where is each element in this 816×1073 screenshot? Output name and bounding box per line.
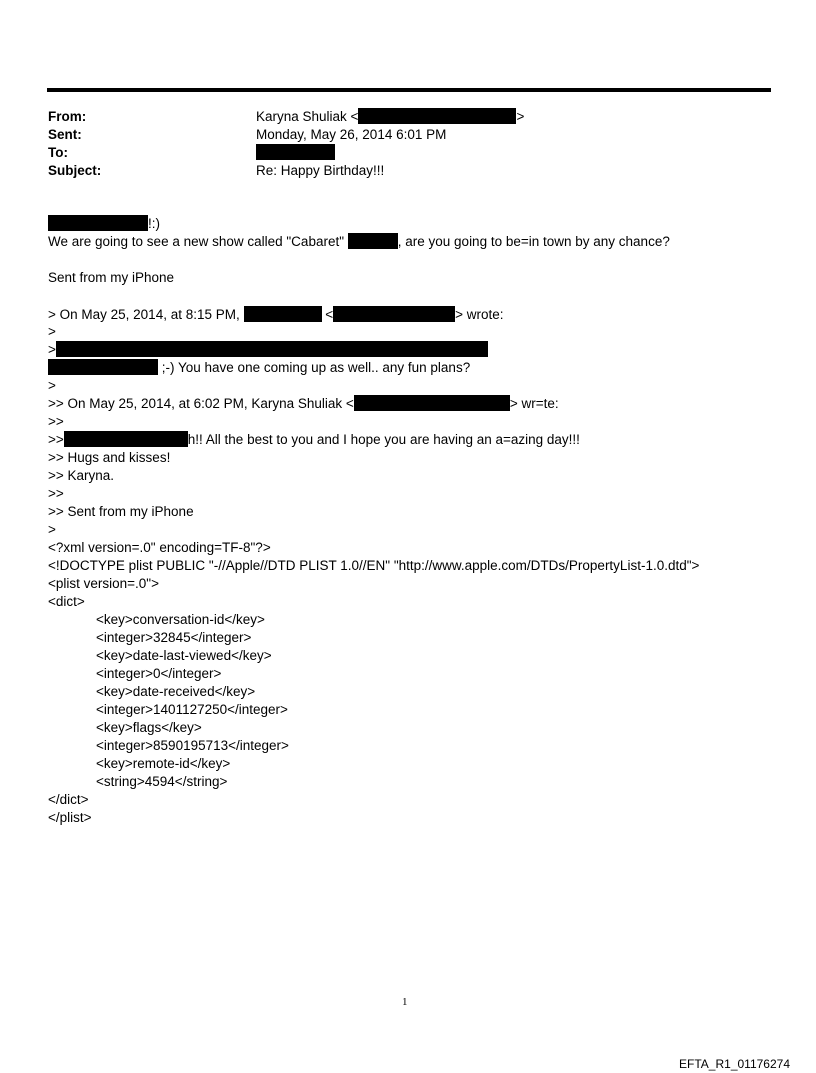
body-line: >> Karyna.: [48, 468, 115, 483]
plist-line: <key>remote-id</key>: [96, 756, 231, 771]
body-line: <!DOCTYPE plist PUBLIC "-//Apple//DTD PLIST 1.0//EN" "http://www.apple.com/DTDs/PropertyList-1.0.dtd">: [48, 558, 700, 573]
redaction-block: [354, 395, 510, 411]
redaction-block: [256, 144, 335, 160]
body-line: <plist version=.0">: [48, 576, 159, 591]
plist-line: <integer>0</integer>: [96, 666, 222, 681]
to-value: [256, 144, 335, 162]
body-line: [48, 359, 470, 377]
body-line: >> Hugs and kisses!: [48, 450, 171, 465]
body-text: ;-) You have one coming up as well.. any fun plans?: [158, 360, 471, 375]
header-rule: [47, 88, 771, 92]
body-line: [48, 341, 488, 359]
from-label: From:: [48, 109, 87, 124]
sent-label: Sent:: [48, 127, 82, 142]
body-text: > wr=te:: [509, 396, 559, 411]
body-line: >: [48, 324, 56, 339]
body-text: > On May 25, 2014, at 8:15 PM,: [48, 307, 244, 322]
body-text: > wrote:: [455, 307, 504, 322]
plist-line: <integer>8590195713</integer>: [96, 738, 289, 753]
body-line: >> Sent from my iPhone: [48, 504, 194, 519]
sent-row: [48, 126, 768, 144]
body-line: Sent from my iPhone: [48, 270, 175, 285]
to-row: [48, 144, 768, 162]
body-text: , are you going to be=in town by any chance?: [397, 234, 670, 249]
body-line: </dict>: [48, 792, 89, 807]
from-email-close: >: [516, 109, 525, 124]
plist-line: <key>date-last-viewed</key>: [96, 648, 272, 663]
plist-line: <integer>32845</integer>: [96, 630, 252, 645]
body-text: h!! All the best to you and I hope you are having an a=azing day!!!: [187, 432, 580, 447]
body-line: <?xml version=.0" encoding=TF-8"?>: [48, 540, 271, 555]
from-value: [256, 108, 524, 126]
body-line: [48, 233, 670, 251]
from-row: [48, 108, 768, 126]
body-line: >: [48, 378, 56, 393]
from-name: Karyna Shuliak <: [256, 109, 359, 124]
body-line: >: [48, 522, 56, 537]
redaction-block: [56, 341, 488, 357]
body-line: <dict>: [48, 594, 85, 609]
plist-line: <key>date-received</key>: [96, 684, 256, 699]
redaction-block: [333, 306, 455, 322]
body-text: <: [321, 307, 334, 322]
body-text: !:): [148, 216, 160, 231]
redaction-block: [358, 108, 516, 124]
body-line: </plist>: [48, 810, 92, 825]
sent-value: Monday, May 26, 2014 6:01 PM: [256, 127, 447, 142]
plist-line: <string>4594</string>: [96, 774, 228, 789]
body-line: [48, 306, 504, 324]
redaction-block: [48, 359, 158, 375]
body-line: [48, 395, 559, 413]
bates-number: EFTA_R1_01176274: [679, 1057, 790, 1071]
body-text: >: [48, 342, 56, 357]
body-line: [48, 431, 580, 449]
redaction-block: [348, 233, 398, 249]
to-label: To:: [48, 145, 68, 160]
plist-line: <key>conversation-id</key>: [96, 612, 265, 627]
body-line: >>: [48, 414, 64, 429]
body-line: [48, 215, 160, 233]
body-line: >>: [48, 486, 64, 501]
subject-value: Re: Happy Birthday!!!: [256, 163, 385, 178]
body-text: >>: [48, 432, 64, 447]
body-text: We are going to see a new show called "Cabaret": [48, 234, 348, 249]
subject-row: [48, 162, 768, 180]
redaction-block: [64, 431, 188, 447]
plist-line: <key>flags</key>: [96, 720, 202, 735]
plist-line: <integer>1401127250</integer>: [96, 702, 288, 717]
body-text: >> On May 25, 2014, at 6:02 PM, Karyna Shuliak <: [48, 396, 354, 411]
redaction-block: [244, 306, 322, 322]
redaction-block: [48, 215, 148, 231]
subject-label: Subject:: [48, 163, 102, 178]
page-number: 1: [402, 996, 408, 1008]
